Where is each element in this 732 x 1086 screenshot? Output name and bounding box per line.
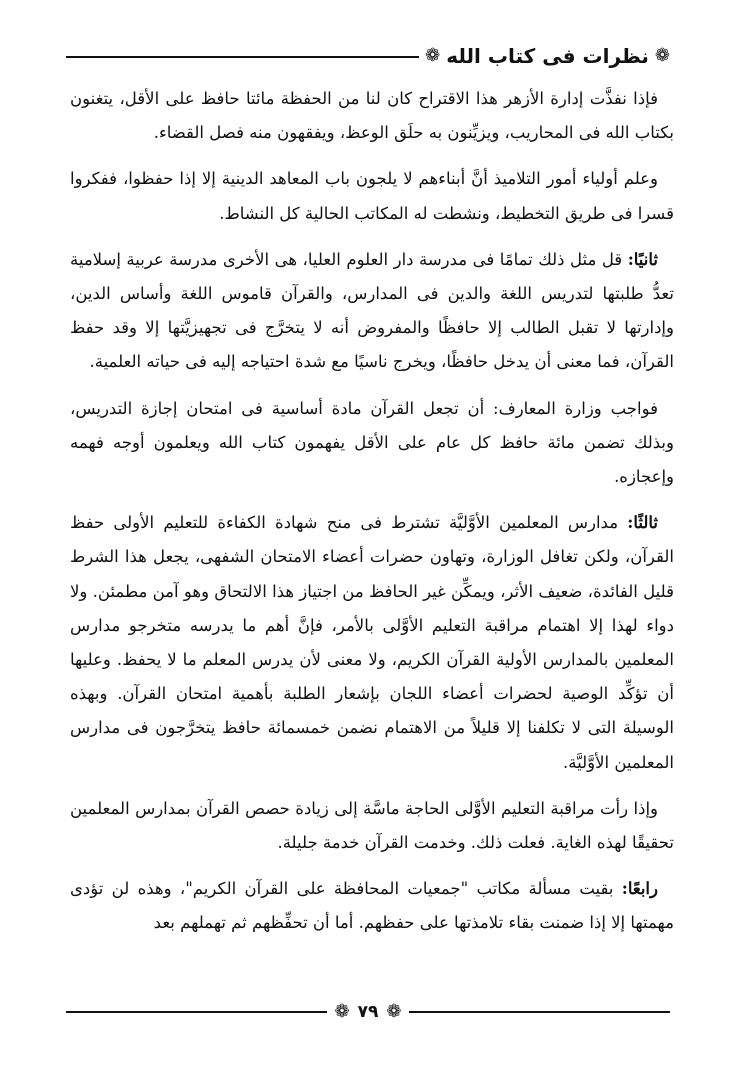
paragraph-lead: ثالثًا: [627, 513, 658, 533]
paragraph-3 [70, 243, 674, 380]
paragraph-text: وعلم أولياء أمور التلاميذ أنَّ أبناءهم لا يلجون باب المعاهد الدينية إلا إذا حفظوا، ففكروا قسرا فى طريق التخطيط، ونشطت له المكاتب الحالية كل النشاط. [70, 169, 674, 223]
running-header [66, 38, 670, 74]
ornament-icon: ❁ [386, 1001, 402, 1022]
paragraph-7 [70, 872, 674, 940]
paragraph-1 [70, 82, 674, 150]
paragraph-text: وإذا رأت مراقبة التعليم الأوَّلى الحاجة ماسَّة إلى زيادة حصص القرآن بمدارس المعلمين تحقيقًا لهذه الغاية. فعلت ذلك. وخدمت القرآن خدمة جليلة. [70, 798, 674, 853]
paragraph-text: بقيت مسألة مكاتب "جمعيات المحافظة على القرآن الكريم"، وهذه لن تؤدى مهمتها إلا إذا ضمنت بقاء تلامذتها على حفظهم. أما أن تحفِّظهم ثم تهملهم بعد [70, 879, 674, 933]
body-text [70, 82, 674, 953]
paragraph-2 [70, 162, 674, 230]
header-title-group [419, 44, 670, 68]
footer-rule-left [66, 1011, 327, 1013]
page-number: ٧٩ [357, 1002, 379, 1022]
paragraph-lead: رابعًا: [621, 879, 658, 899]
paragraph-text: فإذا نفذَّت إدارة الأزهر هذا الاقتراح كان لنا من الحفظة مائتا حافظ على الأقل، يتغنون بكتاب الله فى المحاريب، ويزيِّنون به حلَق الوعظ، ويفقهون منه فصل القضاء. [70, 89, 674, 143]
paragraph-6 [70, 792, 674, 860]
ornament-icon: ❁ [654, 45, 670, 66]
header-rule [66, 56, 419, 58]
paragraph-4 [70, 392, 674, 495]
paragraph-lead: ثانيًا: [627, 249, 658, 269]
paragraph-text: فواجب وزارة المعارف: أن تجعل القرآن مادة أساسية فى امتحان إجازة التدريس، وبذلك تضمن مائة حافظ كل عام على الأقل يفهمون كتاب الله ويعلمون أوجه فهمه وإعجازه. [70, 398, 674, 487]
page-footer [66, 996, 670, 1028]
ornament-icon: ❁ [334, 1001, 350, 1022]
paragraph-text: مدارس المعلمين الأوَّليَّة تشترط فى منح شهادة الكفاءة للتعليم الأولى حفظ القرآن، ولكن تغافل الوزارة، وتهاون حضرات أعضاء الامتحان الشفهى، يجعل هذا الشرط قليل الفائدة، ضعيف الأثر، ويمكِّن غير الحافظ من اجتياز هذا الالتحاق وهو آمن مطمئن. ولا دواء لهذا إلا اهتمام مراقبة التعليم الأوَّلى بالأمر، فإنَّ أهم ما يدرسه متخرجو مدارس المعلمين بالمدارس الأولية القرآن الكريم، ولا معنى لأن يدرس المعلم ما لا يحفظ. وعليها أن تؤكِّد الوصية لحضرات أعضاء اللجان بإشعار الطلبة بأهمية امتحان القرآن. وبهذه الوسيلة التى لا تكلفنا إلا قليلاً من الاهتمام نضمن خمسمائة حافظ يتخرَّجون فى مدارس المعلمين الأوَّليَّة. [70, 513, 674, 772]
ornament-icon: ❁ [425, 45, 441, 66]
paragraph-text: قل مثل ذلك تمامًا فى مدرسة دار العلوم العليا، هى الأخرى مدرسة عربية إسلامية تعدُّ طلبتها لتدريس اللغة والدين فى المدارس، والقرآن قاموس اللغة وأساس الدين، وإدارتها لا تقبل الطالب إلا حافظًا والمفروض أنه لا يتخرَّج فى تجهيزيَّتها إلا وقد حفظ القرآن، فما معنى أن يدخل حافظًا، ويخرج ناسيًا مع شدة احتياجه إليه فى حياته العلمية. [70, 249, 674, 372]
paragraph-5 [70, 506, 674, 780]
footer-rule-right [409, 1011, 670, 1013]
book-title: نظرات فى كتاب الله [446, 44, 649, 68]
